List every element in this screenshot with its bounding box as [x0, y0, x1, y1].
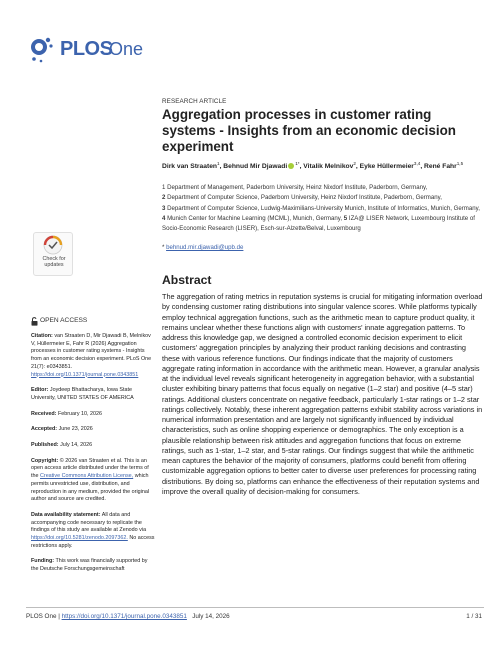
citation-block [31, 333, 155, 379]
copyright-text: © 2026 van Straaten et al. This is an open access article distributed under the terms of the [31, 457, 149, 480]
plos-logo-mark-icon [26, 34, 58, 66]
license-link[interactable]: Creative Commons Attribution License, [40, 473, 134, 480]
affiliation-text: Department of Computer Science, Ludwig-Maximilians-University Munich, Institute of Informatics, Munich, Germany, [167, 204, 480, 212]
accepted-label: Accepted: [31, 426, 58, 433]
editor-text: Joydeep Bhattacharya, Iowa State University, UNITED STATES OF AMERICA [31, 387, 134, 401]
affiliation-number: 4 [162, 214, 166, 222]
author-name[interactable]: Dirk van Straaten [162, 163, 218, 171]
check-updates-line1: Check for [42, 256, 66, 262]
journal-subname: One [109, 39, 144, 59]
affiliation-number: 1 [162, 184, 166, 191]
author-name[interactable]: Vitalik Melnikov [303, 163, 354, 171]
check-for-updates-badge[interactable] [33, 232, 73, 276]
affiliation-item [162, 183, 484, 193]
affiliation-text: Department of Computer Science, Paderborn University, Heinz Nixdorf Institute, Paderborn, Germany, [167, 194, 442, 202]
page-footer [26, 613, 230, 620]
affiliation-item [162, 204, 484, 235]
published-date: July 14, 2026 [60, 442, 93, 449]
data-availability-block [31, 512, 155, 551]
published-block [31, 442, 155, 450]
author-name[interactable]: René Fahr [424, 163, 457, 171]
affiliation-text: IZA@ LISER Network, Luxembourg Institute of Socio-Economic Research (LISER), Esch-sur-Alzette/Belval, Luxembourg [162, 214, 475, 233]
orcid-icon[interactable] [288, 163, 294, 169]
citation-label: Citation: [31, 333, 53, 339]
corresponding-email [162, 244, 243, 251]
article-sidebar [31, 317, 155, 582]
author-sup: 1 [217, 161, 220, 166]
article-type: RESEARCH ARTICLE [162, 98, 227, 105]
page-number: 1 / 31 [466, 613, 482, 620]
zenodo-link[interactable]: https://doi.org/10.5281/zenodo.2097362. [31, 535, 128, 542]
abstract-heading: Abstract [162, 273, 212, 287]
affiliation-item [162, 193, 484, 203]
received-block [31, 411, 155, 419]
received-label: Received: [31, 410, 57, 417]
funding-label: Funding: [31, 558, 55, 565]
copyright-text-cont: which permits unrestricted use, distribution, and reproduction in any medium, provided the original author and source are credited. [31, 473, 150, 503]
accepted-block [31, 426, 155, 434]
author-name[interactable]: Behnud Mir Djawadi [223, 163, 288, 171]
article-title: Aggregation processes in customer rating systems - Insights from an economic decision experiment [162, 107, 456, 154]
data-availability-text: All data and accompanying code necessary to replicate the findings of this study are available at Zenodo via [31, 511, 147, 534]
published-label: Published: [31, 442, 59, 449]
check-updates-icon [43, 235, 63, 255]
journal-name: PLOS [60, 38, 113, 60]
check-updates-label [34, 256, 74, 268]
citation-doi-link[interactable]: https://doi.org/10.1371/journal.pone.0343851 [31, 371, 139, 378]
footer-divider [26, 607, 484, 608]
author-list: Dirk van Straaten$^1$, Behnud Mir Djawadi $^{1*}$, Vitalik Melnikov$^2$, Eyke Hüllermeier$^{3,4}$, René Fahr$^{1,5}$ [162, 161, 464, 171]
copyright-block [31, 458, 155, 504]
author-sup: 2 [353, 161, 356, 166]
author-sup: 1 [295, 161, 298, 166]
author-sup: 1,5 [456, 161, 464, 166]
affiliation-number: 5 [343, 214, 348, 222]
author-corresponding-mark: * [297, 161, 300, 166]
author-name[interactable]: Eyke Hüllermeier [359, 163, 414, 171]
affiliation-text: Munich Center for Machine Learning (MCML), Munich, Germany, [167, 214, 343, 222]
funding-text: This work was financially supported by the Deutsche Forschungsgemeinschaft [31, 558, 148, 573]
accepted-date: June 23, 2026 [58, 426, 93, 433]
editor-label: Editor: [31, 387, 49, 394]
plos-one-logo [26, 34, 144, 68]
footer-doi-link[interactable]: https://doi.org/10.1371/journal.pone.0343851 [61, 613, 187, 620]
check-updates-line2: updates [44, 262, 64, 269]
open-access-text: OPEN ACCESS [40, 317, 88, 324]
affiliation-text: Department of Management, Paderborn University, Heinz Nixdorf Institute, Paderborn, Germany, [167, 184, 428, 191]
footer-date: July 14, 2026 [192, 613, 230, 620]
copyright-label: Copyright: [31, 457, 59, 464]
data-availability-text-cont: No access restrictions apply. [31, 535, 155, 549]
open-access-label [31, 317, 155, 326]
affiliation-number: 2 [162, 194, 166, 202]
received-date: February 10, 2026 [57, 410, 103, 417]
email-link[interactable]: behnud.mir.djawadi@upb.de [166, 244, 244, 251]
affiliations [162, 183, 484, 234]
author-sup: 3,4 [413, 161, 421, 166]
data-availability-label: Data availability statement: [31, 511, 101, 518]
funding-block [31, 558, 155, 573]
open-lock-icon [31, 317, 38, 326]
editor-block [31, 387, 155, 402]
affiliation-number: 3 [162, 204, 166, 212]
abstract-body: The aggregation of rating metrics in reputation systems is crucial for mitigating information overload by condensing customer rating distributions into singular valence scores. While platforms typically employ technical aggregation functions, such as the arithmetic mean to capture product quality, it remains unclear whether these functions align with customers' innate aggregation patterns. To address this knowledge gap, we designed a controlled economic decision experiment to elicit customers' aggregation principles by analyzing their product ranking decisions and contrasting these with various reference functions. Our findings indicate that the majority of customers aggregate rating information in accordance with the arithmetic mean. However, a granular analysis at the individual level reveals significant heterogeneity in aggregation behavior, with a substantial cluster exhibiting binary patterns that focus equally on negative (1–2 star) and positive (4–5 star) ratings. Additional clusters concentrate on negative feedback, particularly 1-star ratings or 1–2 star ratings collectively. Notably, these inherent aggregation patterns exhibit stability across variations in numerical information presentation and are largely not significantly influenced by individual characteristics, such as online shopping experience or demographics. The only exception is a plausible relationship between risk attitudes and aggregation functions that focus on extreme ratings, such as 1-star, 1–2 star, and 5-star ratings. Our findings suggest that while the arithmetic mean captures the behavior of the majority of consumers, platforms could benefit from offering customizable aggregation options to better cater to diverse user preferences for processing rating distributions. By doing so, platforms can enhance the effectiveness of their reputation systems and improve the overall quality of decision-making for consumers. [162, 292, 483, 496]
email-mark: * [162, 244, 165, 251]
citation-text: van Straaten D, Mir Djawadi B, Melnikov V, Hüllermeier E, Fahr R (2026) Aggregation processes in customer rating systems - Insights from an economic decision experiment. PLoS One 21(7): e0343851. [31, 333, 152, 370]
footer-journal: PLOS One | [26, 613, 60, 620]
